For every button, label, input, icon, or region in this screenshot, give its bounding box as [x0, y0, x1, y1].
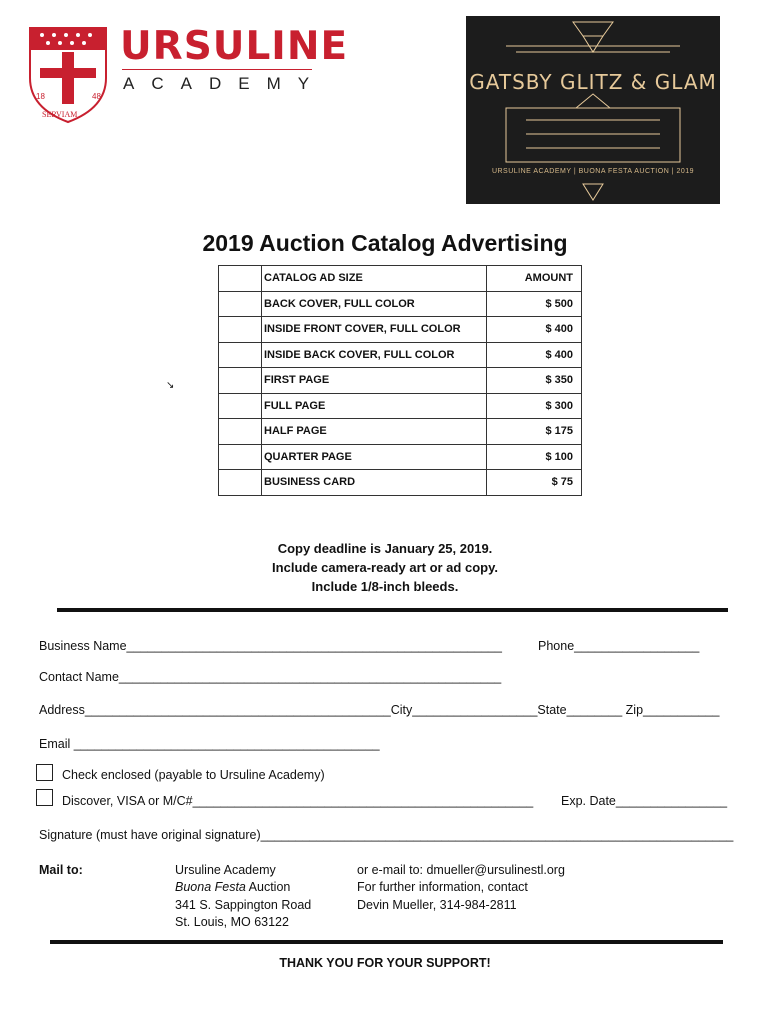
logo-divider — [122, 69, 312, 70]
bleed-note: Include 1/8-inch bleeds. — [311, 579, 459, 594]
table-row: INSIDE BACK COVER, FULL COLOR $ 400 — [219, 342, 582, 368]
mail-address-line-4: St. Louis, MO 63122 — [175, 915, 289, 929]
table-row: INSIDE FRONT COVER, FULL COLOR $ 400 — [219, 317, 582, 343]
logo-subtitle: ACADEMY — [123, 74, 327, 93]
mail-address-line-2: Buona Festa Auction — [175, 880, 291, 894]
checkbox-cell[interactable] — [219, 342, 262, 368]
header-ad-size: CATALOG AD SIZE — [262, 266, 487, 292]
checkbox-cell[interactable] — [219, 470, 262, 496]
seal-year-left: 18 — [36, 92, 45, 101]
divider — [57, 608, 728, 612]
event-caption: URSULINE ACADEMY | BUONA FESTA AUCTION | 2019 — [491, 168, 695, 175]
table-header-row — [219, 266, 582, 292]
art-note: Include camera-ready art or ad copy. — [272, 560, 498, 575]
check-enclosed-label: Check enclosed (payable to Ursuline Academy) — [62, 768, 325, 782]
info-contact: For further information, contact — [357, 880, 528, 894]
contact-name-field[interactable]: Contact Name_______________________________________________________ — [39, 670, 502, 684]
header-amount: AMOUNT — [487, 266, 582, 292]
table-row: QUARTER PAGE $ 100 — [219, 444, 582, 470]
stray-mark-icon: ↘ — [166, 380, 175, 391]
check-enclosed-checkbox[interactable] — [36, 764, 53, 781]
seal-year-right: 48 — [92, 92, 101, 101]
checkbox-cell[interactable] — [219, 317, 262, 343]
checkbox-cell[interactable] — [219, 368, 262, 394]
deadline-note: Copy deadline is January 25, 2019. — [277, 541, 493, 556]
contact-person: Devin Mueller, 314-984-2811 — [357, 898, 517, 912]
mail-address-line-1: Ursuline Academy — [175, 863, 276, 877]
expiration-field[interactable]: Exp. Date________________ — [561, 794, 728, 808]
address-field[interactable]: Address____________________________________________City__________________State________ Zip___________ — [39, 703, 720, 717]
thank-you-note: THANK YOU FOR YOUR SUPPORT! — [279, 956, 491, 970]
email-contact: or e-mail to: dmueller@ursulinestl.org — [357, 863, 565, 877]
checkbox-cell[interactable] — [219, 393, 262, 419]
auction-name: Buona Festa — [175, 880, 246, 894]
ad-pricing-table — [218, 265, 582, 496]
phone-field[interactable]: Phone__________________ — [538, 639, 700, 653]
table-row: FIRST PAGE $ 350 — [219, 368, 582, 394]
table-row: HALF PAGE $ 175 — [219, 419, 582, 445]
checkbox-cell[interactable] — [219, 444, 262, 470]
checkbox-cell[interactable] — [219, 419, 262, 445]
table-row: FULL PAGE $ 300 — [219, 393, 582, 419]
signature-field[interactable]: Signature (must have original signature)____________________________________________________________________ — [39, 828, 734, 842]
divider — [50, 940, 723, 944]
mail-to-label: Mail to: — [39, 863, 83, 877]
business-name-field[interactable]: Business Name______________________________________________________ — [39, 639, 502, 653]
table-row: BUSINESS CARD $ 75 — [219, 470, 582, 496]
logo-title: URSULINE — [120, 24, 349, 69]
mail-address-line-3: 341 S. Sappington Road — [175, 898, 312, 912]
email-field[interactable]: Email ____________________________________________ — [39, 737, 380, 751]
art-deco-ornament — [466, 16, 720, 204]
event-banner — [466, 16, 720, 204]
seal-motto: SERVIAM — [42, 110, 78, 119]
credit-card-checkbox[interactable] — [36, 789, 53, 806]
document-title: 2019 Auction Catalog Advertising — [202, 230, 568, 256]
event-title: GATSBY GLITZ & GLAM — [469, 70, 717, 94]
checkbox-cell[interactable] — [219, 291, 262, 317]
card-number-field[interactable]: Discover, VISA or M/C#_________________________________________________ — [62, 794, 534, 808]
table-row: BACK COVER, FULL COLOR $ 500 — [219, 291, 582, 317]
